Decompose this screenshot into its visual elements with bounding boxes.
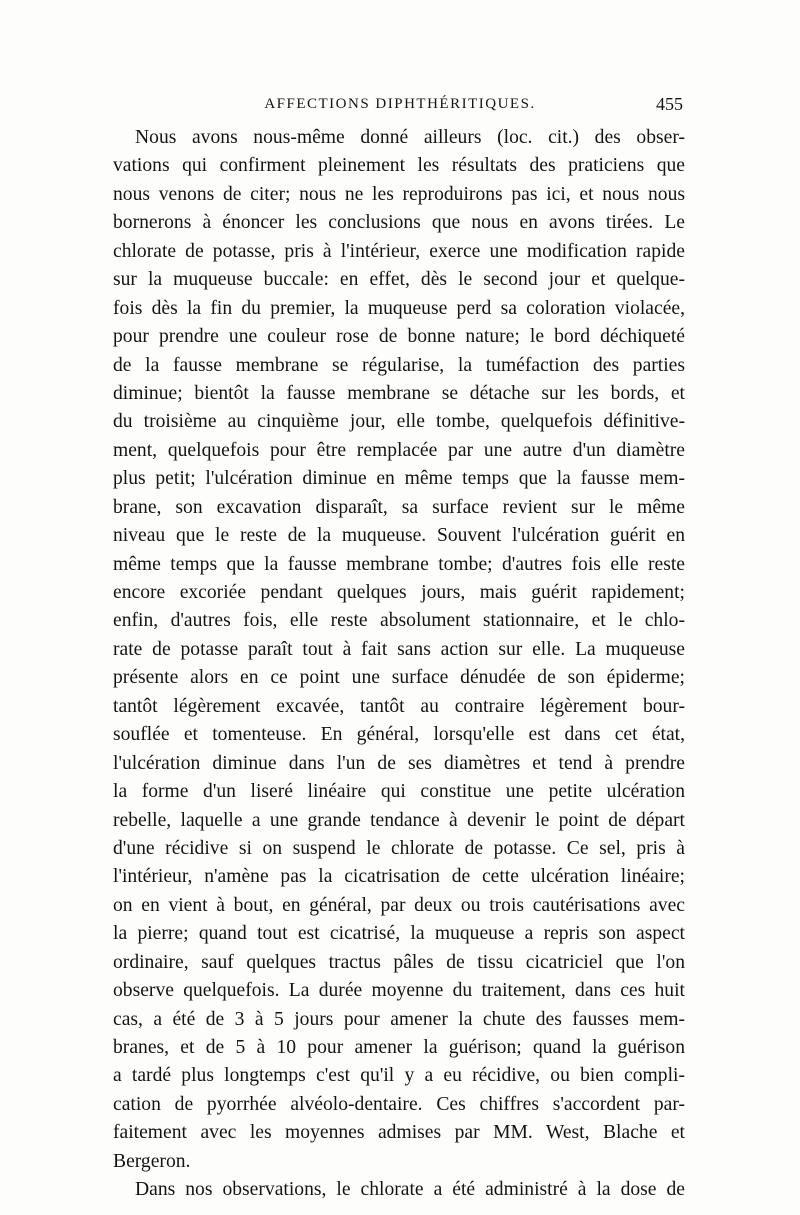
- text-line: niveau que le reste de la muqueuse. Souvent l'ulcération guérit en: [113, 525, 685, 547]
- page-number: 455: [656, 94, 683, 114]
- running-title: AFFECTIONS DIPHTHÉRITIQUES.: [264, 96, 536, 112]
- text-line: tantôt légèrement excavée, tantôt au contraire légèrement bour-: [113, 695, 685, 717]
- text-line: Nous avons nous-même donné ailleurs (loc. cit.) des obser-: [135, 127, 685, 148]
- text-line: la forme d'un liseré linéaire qui constitue une petite ulcération: [113, 781, 685, 803]
- text-line: la pierre; quand tout est cicatrisé, la muqueuse a repris son aspect: [113, 923, 685, 945]
- text-line: de la fausse membrane se régularise, la tuméfaction des parties: [113, 354, 685, 376]
- text-line: souflée et tomenteuse. En général, lorsqu'elle est dans cet état,: [113, 724, 685, 746]
- text-line: sur la muqueuse buccale: en effet, dès le second jour et quelque-: [113, 269, 685, 291]
- text-line: présente alors en ce point une surface dénudée de son épiderme;: [113, 667, 685, 689]
- text-line: bornerons à énoncer les conclusions que nous en avons tirées. Le: [113, 212, 685, 234]
- text-line: brane, son excavation disparaît, sa surface revient sur le même: [113, 496, 685, 518]
- text-line: ment, quelquefois pour être remplacée par une autre d'un diamètre: [113, 439, 685, 461]
- text-line: l'intérieur, n'amène pas la cicatrisation de cette ulcération linéaire;: [113, 866, 685, 888]
- running-head: [115, 96, 685, 120]
- text-line: on en vient à bout, en général, par deux ou trois cautérisations avec: [113, 894, 685, 916]
- text-line: du troisième au cinquième jour, elle tombe, quelquefois définitive-: [113, 411, 685, 433]
- text-line: branes, et de 5 à 10 pour amener la guérison; quand la guérison: [113, 1037, 685, 1058]
- text-line: faitement avec les moyennes admises par MM. West, Blache et: [113, 1122, 685, 1144]
- text-line: ordinaire, sauf quelques tractus pâles de tissu cicatriciel que l'on: [113, 951, 685, 973]
- text-line: rate de potasse paraît tout à fait sans action sur elle. La muqueuse: [113, 638, 685, 660]
- body-text: [113, 124, 685, 1205]
- text-line: chlorate de potasse, pris à l'intérieur, exerce une modification rapide: [113, 240, 685, 262]
- text-line: pour prendre une couleur rose de bonne nature; le bord déchiqueté: [113, 326, 685, 348]
- text-line: Dans nos observations, le chlorate a été administré à la dose de: [135, 1179, 685, 1201]
- text-line: cas, a été de 3 à 5 jours pour amener la chute des fausses mem-: [113, 1008, 685, 1030]
- text-line: enfin, d'autres fois, elle reste absolument stationnaire, et le chlo-: [113, 610, 685, 632]
- text-line: a tardé plus longtemps c'est qu'il y a eu récidive, ou bien compli-: [113, 1065, 685, 1087]
- text-line: cation de pyorrhée alvéolo-dentaire. Ces chiffres s'accordent par-: [113, 1093, 685, 1115]
- text-line: d'une récidive si on suspend le chlorate de potasse. Ce sel, pris à: [113, 837, 685, 859]
- text-line: vations qui confirment pleinement les résultats des praticiens que: [113, 155, 685, 177]
- text-line: rebelle, laquelle a une grande tendance à devenir le point de départ: [113, 809, 685, 831]
- text-line: nous venons de citer; nous ne les reproduirons pas ici, et nous nous: [113, 183, 685, 205]
- text-line: encore excoriée pendant quelques jours, mais guérit rapidement;: [113, 582, 685, 603]
- text-line: fois dès la fin du premier, la muqueuse perd sa coloration violacée,: [113, 297, 685, 319]
- text-line: plus petit; l'ulcération diminue en même temps que la fausse mem-: [113, 468, 685, 490]
- text-line: Bergeron.: [113, 1150, 191, 1172]
- text-line: même temps que la fausse membrane tombe; d'autres fois elle reste: [113, 553, 685, 575]
- text-line: diminue; bientôt la fausse membrane se détache sur les bords, et: [113, 382, 685, 404]
- text-line: observe quelquefois. La durée moyenne du traitement, dans ces huit: [113, 980, 685, 1002]
- text-line: l'ulcération diminue dans l'un de ses diamètres et tend à prendre: [113, 752, 685, 774]
